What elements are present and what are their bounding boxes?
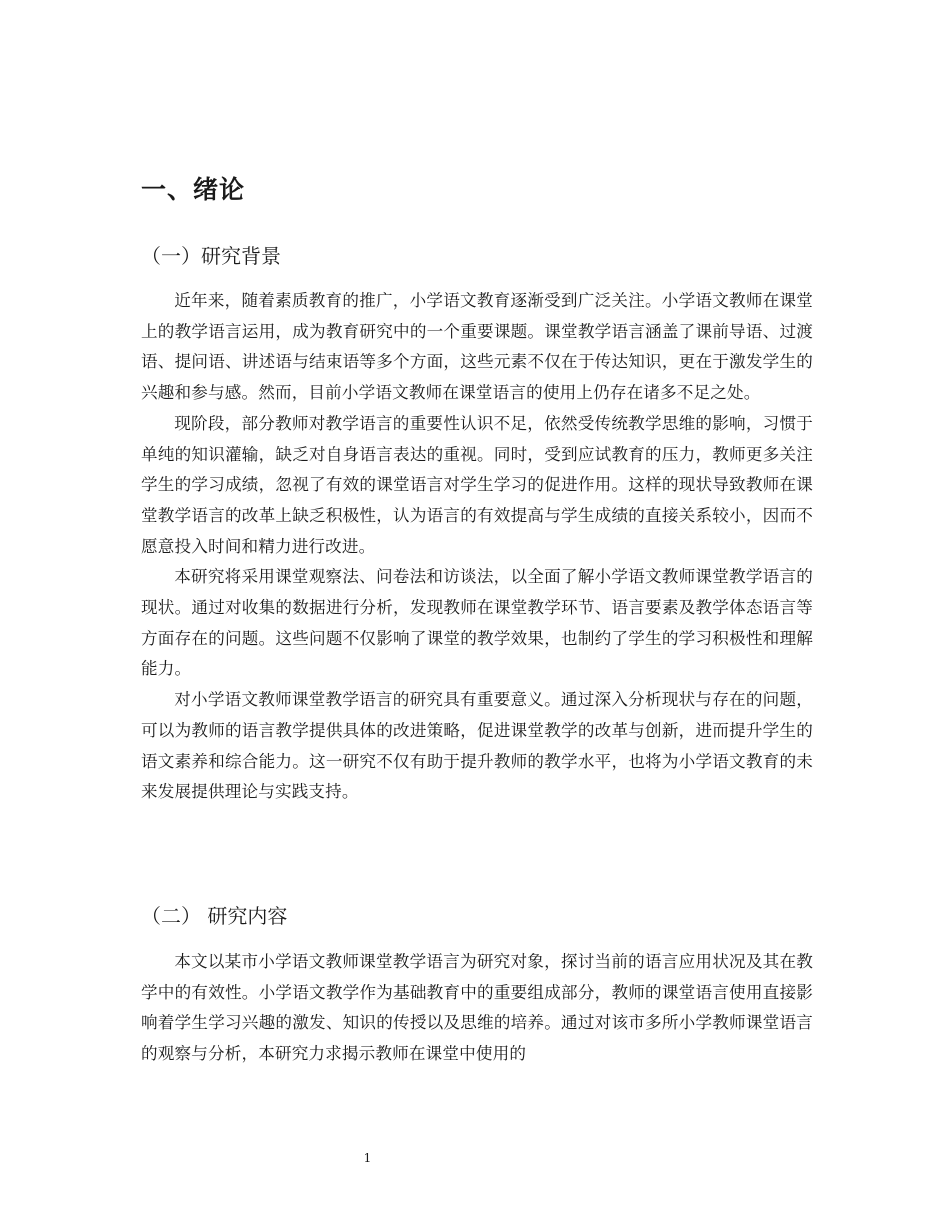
section-body-content [141, 947, 813, 1070]
paragraph: 本研究将采用课堂观察法、问卷法和访谈法，以全面了解小学语文教师课堂教学语言的现状。通过对收集的数据进行分析，发现教师在课堂教学环节、语言要素及教学体态语言等方面存在的问题。这些问题不仅影响了课堂的教学效果，也制约了学生的学习积极性和理解能力。 [141, 567, 813, 679]
paragraph: 对小学语文教师课堂教学语言的研究具有重要意义。通过深入分析现状与存在的问题，可以为教师的语言教学提供具体的改进策略，促进课堂教学的改革与创新，进而提升学生的语文素养和综合能力。这一研究不仅有助于提升教师的教学水平，也将为小学语文教育的未来发展提供理论与实践支持。 [141, 690, 813, 802]
section-heading-background: （一）研究背景 [141, 244, 281, 268]
section-heading-content: （二） 研究内容 [141, 904, 288, 928]
paragraph: 近年来，随着素质教育的推广，小学语文教育逐渐受到广泛关注。小学语文教师在课堂上的教学语言运用，成为教育研究中的一个重要课题。课堂教学语言涵盖了课前导语、过渡语、提问语、讲述语与结束语等多个方面，这些元素不仅在于传达知识，更在于激发学生的兴趣和参与感。然而，目前小学语文教师在课堂语言的使用上仍存在诸多不足之处。 [141, 291, 813, 403]
chapter-title: 一、绪论 [141, 175, 246, 204]
paragraph: 现阶段，部分教师对教学语言的重要性认识不足，依然受传统教学思维的影响，习惯于单纯的知识灌输，缺乏对自身语言表达的重视。同时，受到应试教育的压力，教师更多关注学生的学习成绩，忽视了有效的课堂语言对学生学习的促进作用。这样的现状导致教师在课堂教学语言的改革上缺乏积极性，认为语言的有效提高与学生成绩的直接关系较小，因而不愿意投入时间和精力进行改进。 [141, 413, 813, 556]
page-number: 1 [363, 1151, 372, 1165]
section-body-background [141, 286, 813, 808]
paragraph: 本文以某市小学语文教师课堂教学语言为研究对象，探讨当前的语言应用状况及其在教学中的有效性。小学语文教学作为基础教育中的重要组成部分，教师的课堂语言使用直接影响着学生学习兴趣的激发、知识的传授以及思维的培养。通过对该市多所小学教师课堂语言的观察与分析，本研究力求揭示教师在课堂中使用的 [141, 952, 813, 1064]
